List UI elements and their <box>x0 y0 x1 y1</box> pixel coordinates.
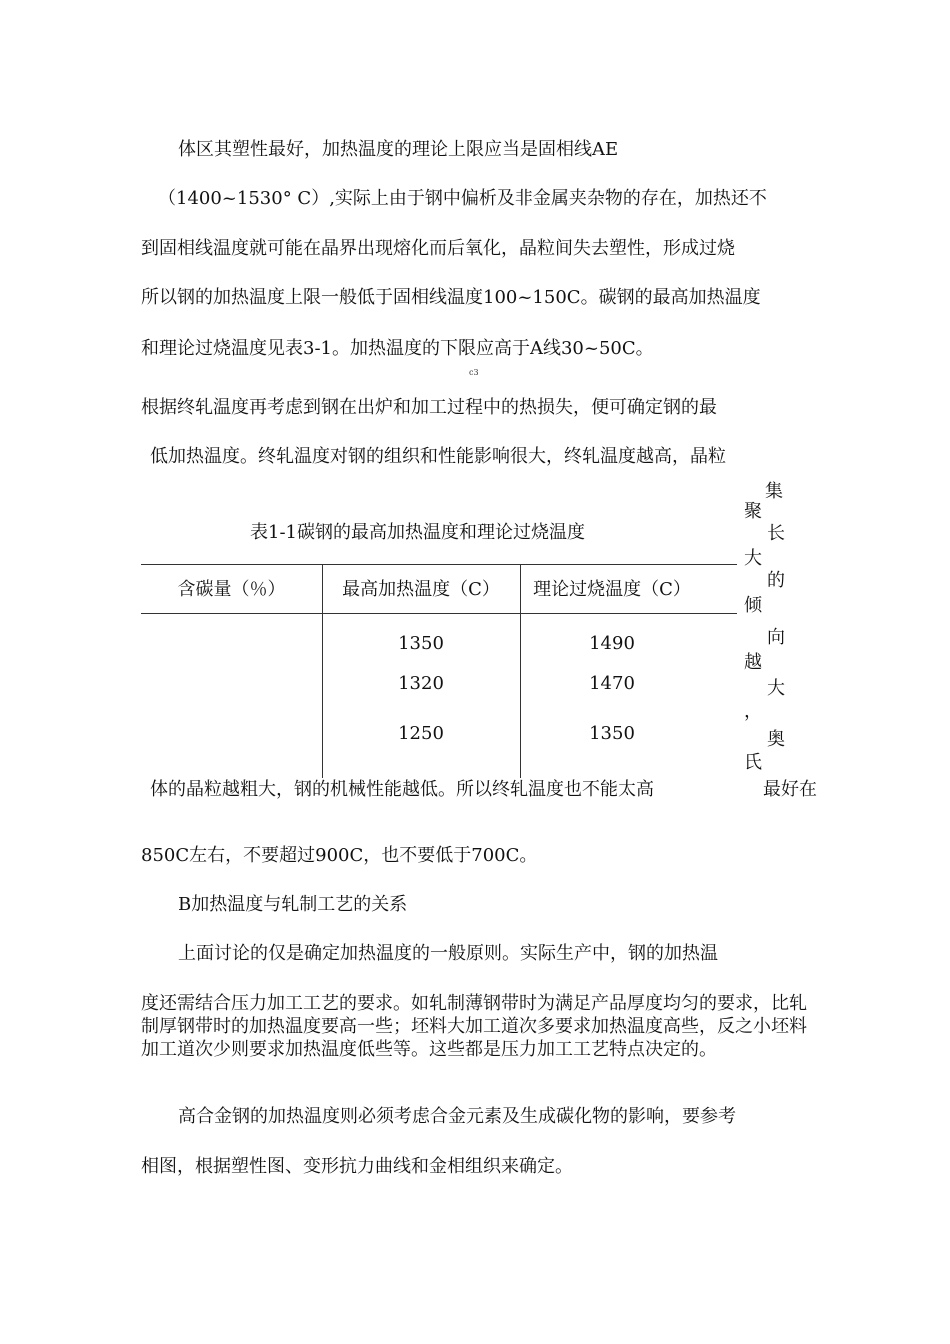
vertical-char: 聚 <box>744 501 762 522</box>
table-header-cell: 理论过烧温度（C） <box>533 579 691 600</box>
paragraph-block: 度还需结合压力加工工艺的要求。如轧制薄钢带时为满足产品厚度均匀的要求，比轧制厚钢带时的加热温度要高一些；坯料大加工道次多要求加热温度高些，反之小坯料加工道次少则要求加热温度低些等。这些都是压力加工工艺特点决定的。 <box>141 993 807 1060</box>
table-top-rule <box>141 564 737 565</box>
text-line-7: 低加热温度。终轧温度对钢的组织和性能影响很大，终轧温度越高，晶粒 <box>150 446 726 467</box>
text-line-8: 体的晶粒越粗大，钢的机械性能越低。所以终轧温度也不能太高 <box>150 779 654 800</box>
text-line-6: 根据终轧温度再考虑到钢在出炉和加工过程中的热损失，便可确定钢的最 <box>141 397 717 418</box>
subscript-note: c3 <box>469 368 479 377</box>
text-line-1: 体区其塑性最好，加热温度的理论上限应当是固相线AE <box>178 139 619 160</box>
vertical-char: 越 <box>744 652 762 673</box>
vertical-char: 奥 <box>767 729 785 750</box>
text-line-11: 上面讨论的仅是确定加热温度的一般原则。实际生产中，钢的加热温 <box>178 943 718 964</box>
text-line-4: 所以钢的加热温度上限一般低于固相线温度100~150C。碳钢的最高加热温度 <box>141 287 761 308</box>
vertical-char: 大 <box>767 678 785 699</box>
vertical-char: 向 <box>767 627 785 648</box>
text-line-3: 到固相线温度就可能在晶界出现熔化而后氧化，晶粒间失去塑性，形成过烧 <box>141 238 735 259</box>
table-cell: 1320 <box>398 673 444 694</box>
table-cell: 1350 <box>398 633 444 654</box>
text-line-8-right: 最好在 <box>763 779 817 800</box>
text-line-9: 850C左右，不要超过900C，也不要低于700C。 <box>141 845 538 866</box>
text-line-5: 和理论过烧温度见表3-1。加热温度的下限应高于A线30~50C。 <box>141 338 654 359</box>
text-line-8-clip <box>150 779 710 803</box>
vertical-char: 长 <box>767 523 785 544</box>
text-line-13: 高合金钢的加热温度则必须考虑合金元素及生成碳化物的影响，要参考 <box>178 1106 736 1127</box>
vertical-char: ， <box>744 701 762 722</box>
table-caption: 表1-1碳钢的最高加热温度和理论过烧温度 <box>250 522 585 543</box>
section-heading: B加热温度与轧制工艺的关系 <box>178 894 408 915</box>
text-line-2: （1400~1530° C）,实际上由于钢中偏析及非金属夹杂物的存在，加热还不 <box>158 188 767 209</box>
vertical-char: 氏 <box>744 752 762 773</box>
vertical-char: 的 <box>767 570 785 591</box>
text-line-14: 相图，根据塑性图、变形抗力曲线和金相组织来确定。 <box>141 1156 573 1177</box>
text-line-8-right-clip <box>763 779 823 803</box>
vertical-char: 集 <box>765 481 783 502</box>
table-cell: 1350 <box>589 723 635 744</box>
table-header-cell: 含碳量（％） <box>177 579 286 600</box>
vertical-char: 大 <box>744 548 762 569</box>
table-cell: 1470 <box>589 673 635 694</box>
table-cell: 1490 <box>589 633 635 654</box>
table-cell: 1250 <box>398 723 444 744</box>
vertical-char: 倾 <box>744 595 762 616</box>
table-header-rule <box>141 613 737 614</box>
table-header-cell: 最高加热温度（C） <box>342 579 500 600</box>
